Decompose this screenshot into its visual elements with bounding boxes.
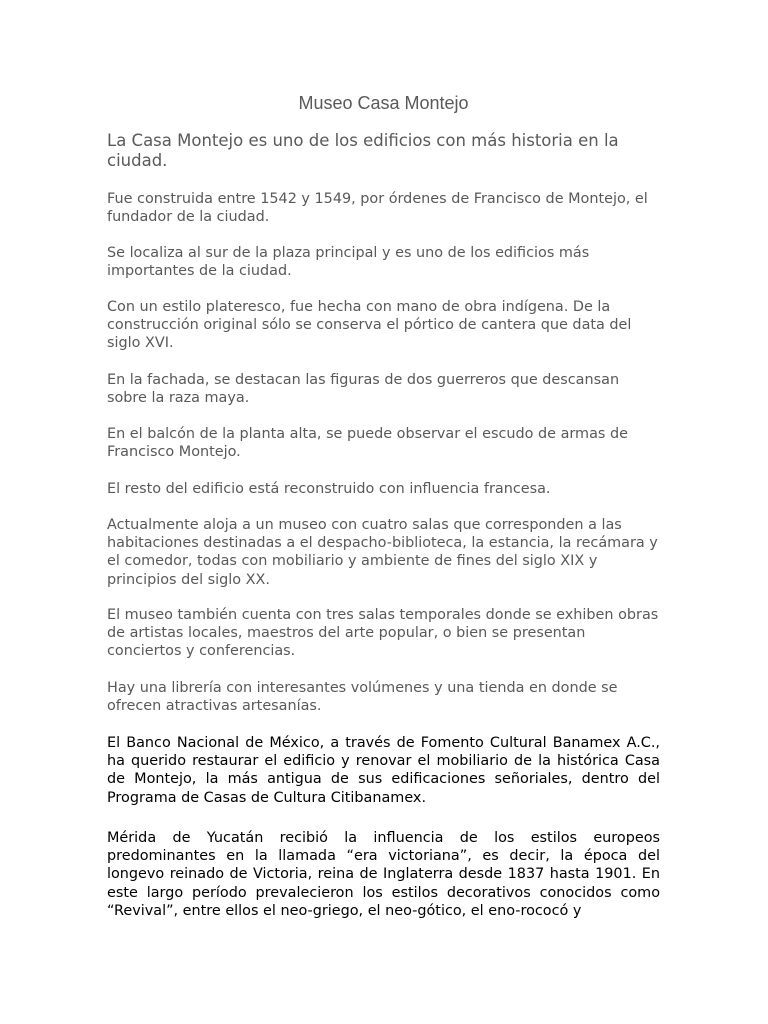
paragraph-balcony: En el balcón de la planta alta, se puede observar el escudo de armas de Francisco Montejo. [107,426,628,461]
paragraph-museum-rooms: Actualmente aloja a un museo con cuatro salas que corresponden a las habitaciones destinadas a el despacho-biblioteca, la estancia, la recámara y el comedor, todas con mobiliario y ambiente de fines del siglo XIX y principios del siglo XX. [107,517,658,588]
paragraph-location: Se localiza al sur de la plaza principal y es uno de los edificios más importantes de la ciudad. [107,245,590,280]
paragraph-banamex: El Banco Nacional de México, a través de Fomento Cultural Banamex A.C., ha querido restaurar el edificio y renovar el mobiliario de la histórica Casa de Montejo, la más antigua de sus edificaciones señoriales, dentro del Programa de Casas de Cultura Citibanamex. [107,735,660,806]
paragraph-facade: En la fachada, se destacan las figuras de dos guerreros que descansan sobre la raza maya. [107,372,620,407]
paragraph-construction: Fue construida entre 1542 y 1549, por órdenes de Francisco de Montejo, el fundador de la ciudad. [107,191,648,226]
paragraph-temporary-rooms: El museo también cuenta con tres salas temporales donde se exhiben obras de artistas locales, maestros del arte popular, o bien se presentan conciertos y conferencias. [107,607,659,660]
paragraph-style: Con un estilo plateresco, fue hecha con mano de obra indígena. De la construcción original sólo se conserva el pórtico de cantera que data del siglo XVI. [107,299,632,352]
document-title: Museo Casa Montejo [298,93,469,113]
paragraph-merida: Mérida de Yucatán recibió la influencia de los estilos europeos predominantes en la llamada “era victoriana”, es decir, la época del longevo reinado de Victoria, reina de Inglaterra desde 1837 hasta 1901. En este largo período prevalecieron los estilos decorativos conocidos como “Revival”, entre ellos el neo-griego, el neo-gótico, el eno-rococó y [107,830,660,919]
lead-paragraph: La Casa Montejo es uno de los edificios con más historia en la ciudad. [107,131,619,170]
paragraph-shop: Hay una librería con interesantes volúmenes y una tienda en donde se ofrecen atractivas artesanías. [107,680,618,715]
paragraph-rebuild: El resto del edificio está reconstruido con influencia francesa. [107,481,551,497]
